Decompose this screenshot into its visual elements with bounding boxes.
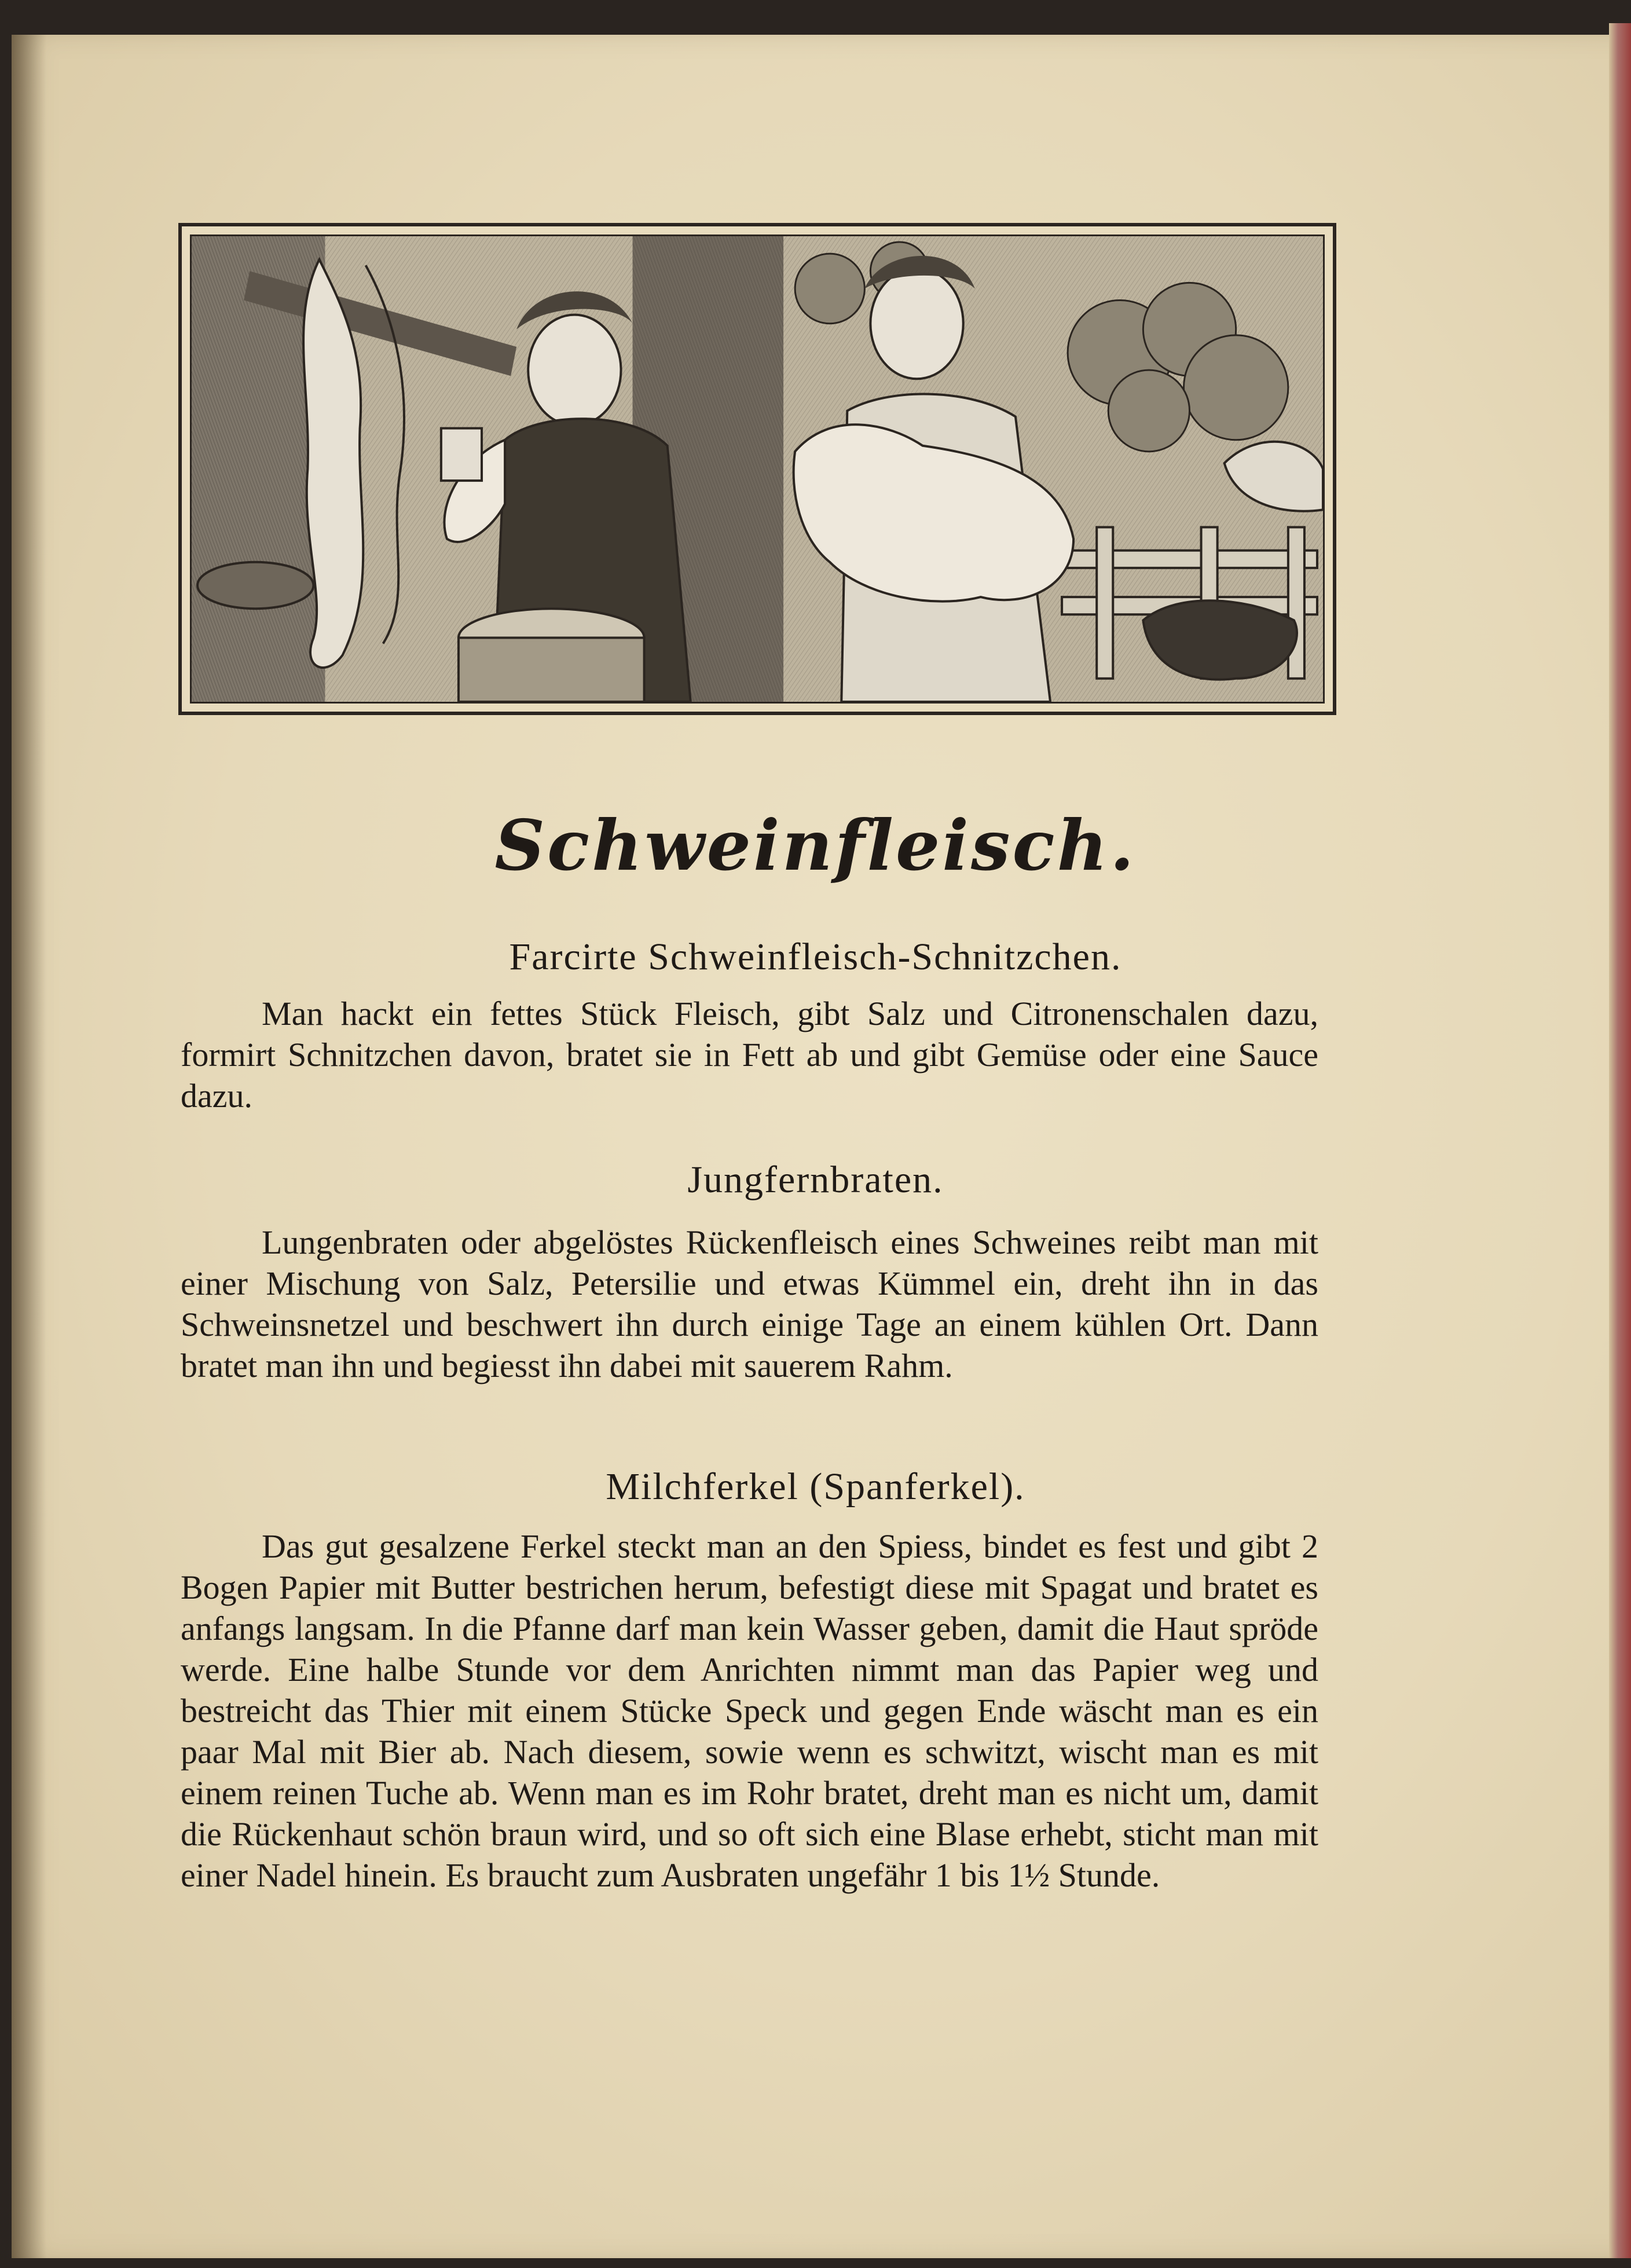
recipe-heading: Farcirte Schweinfleisch-Schnitzchen. <box>509 936 1122 978</box>
page-gutter-shadow <box>12 35 46 2258</box>
recipe-heading: Jungfernbraten. <box>687 1159 944 1201</box>
page-title: Schweinfleisch. <box>494 805 1137 886</box>
page-edge <box>1609 23 1631 2258</box>
recipe-body: Das gut gesalzene Ferkel steckt man an den Spiess, bindet es fest und gibt 2 Bogen Papier mit Butter bestrichen herum, befestigt diese mit Spagat und bratet es anfangs langsam. In die Pfanne darf man kein Wasser geben, damit die Haut spröde werde. Eine halbe Stunde vor dem Anrichten nimmt man das Papier weg und bestreicht das Thier mit einem Stücke Speck und gegen Ende wäscht man es ein paar Mal mit Bier ab. Nach diesem, sowie wenn es schwitzt, wischt man es mit einem reinen Tuche ab. Wenn man es im Rohr bratet, dreht man es nicht um, damit die Rückenhaut schön braun wird, und so oft sich eine Blase erhebt, sticht man mit einer Nadel hinein. Es braucht zum Ausbraten ungefähr 1 bis 1½ Stunde. <box>181 1527 1318 1894</box>
header-illustration <box>178 223 1336 715</box>
recipe-body: Man hackt ein fettes Stück Fleisch, gibt Salz und Citronenschalen dazu, formirt Schnitzchen davon, bratet sie in Fett ab und gibt Gemüse oder eine Sauce dazu. <box>181 995 1318 1115</box>
illustration-frame <box>190 235 1325 704</box>
butcher-scene-illustration <box>192 236 1323 702</box>
recipe-heading: Milchferkel (Spanferkel). <box>606 1465 1025 1508</box>
recipe-body: Lungenbraten oder abgelöstes Rückenfleisch eines Schweines reibt man mit einer Mischung von Salz, Petersilie und etwas Kümmel ein, dreht ihn in das Schweinsnetzel und beschwert ihn durch einige Tage an einem kühlen Ort. Dann bratet man ihn und begiesst ihn dabei mit sauerem Rahm. <box>181 1223 1318 1384</box>
